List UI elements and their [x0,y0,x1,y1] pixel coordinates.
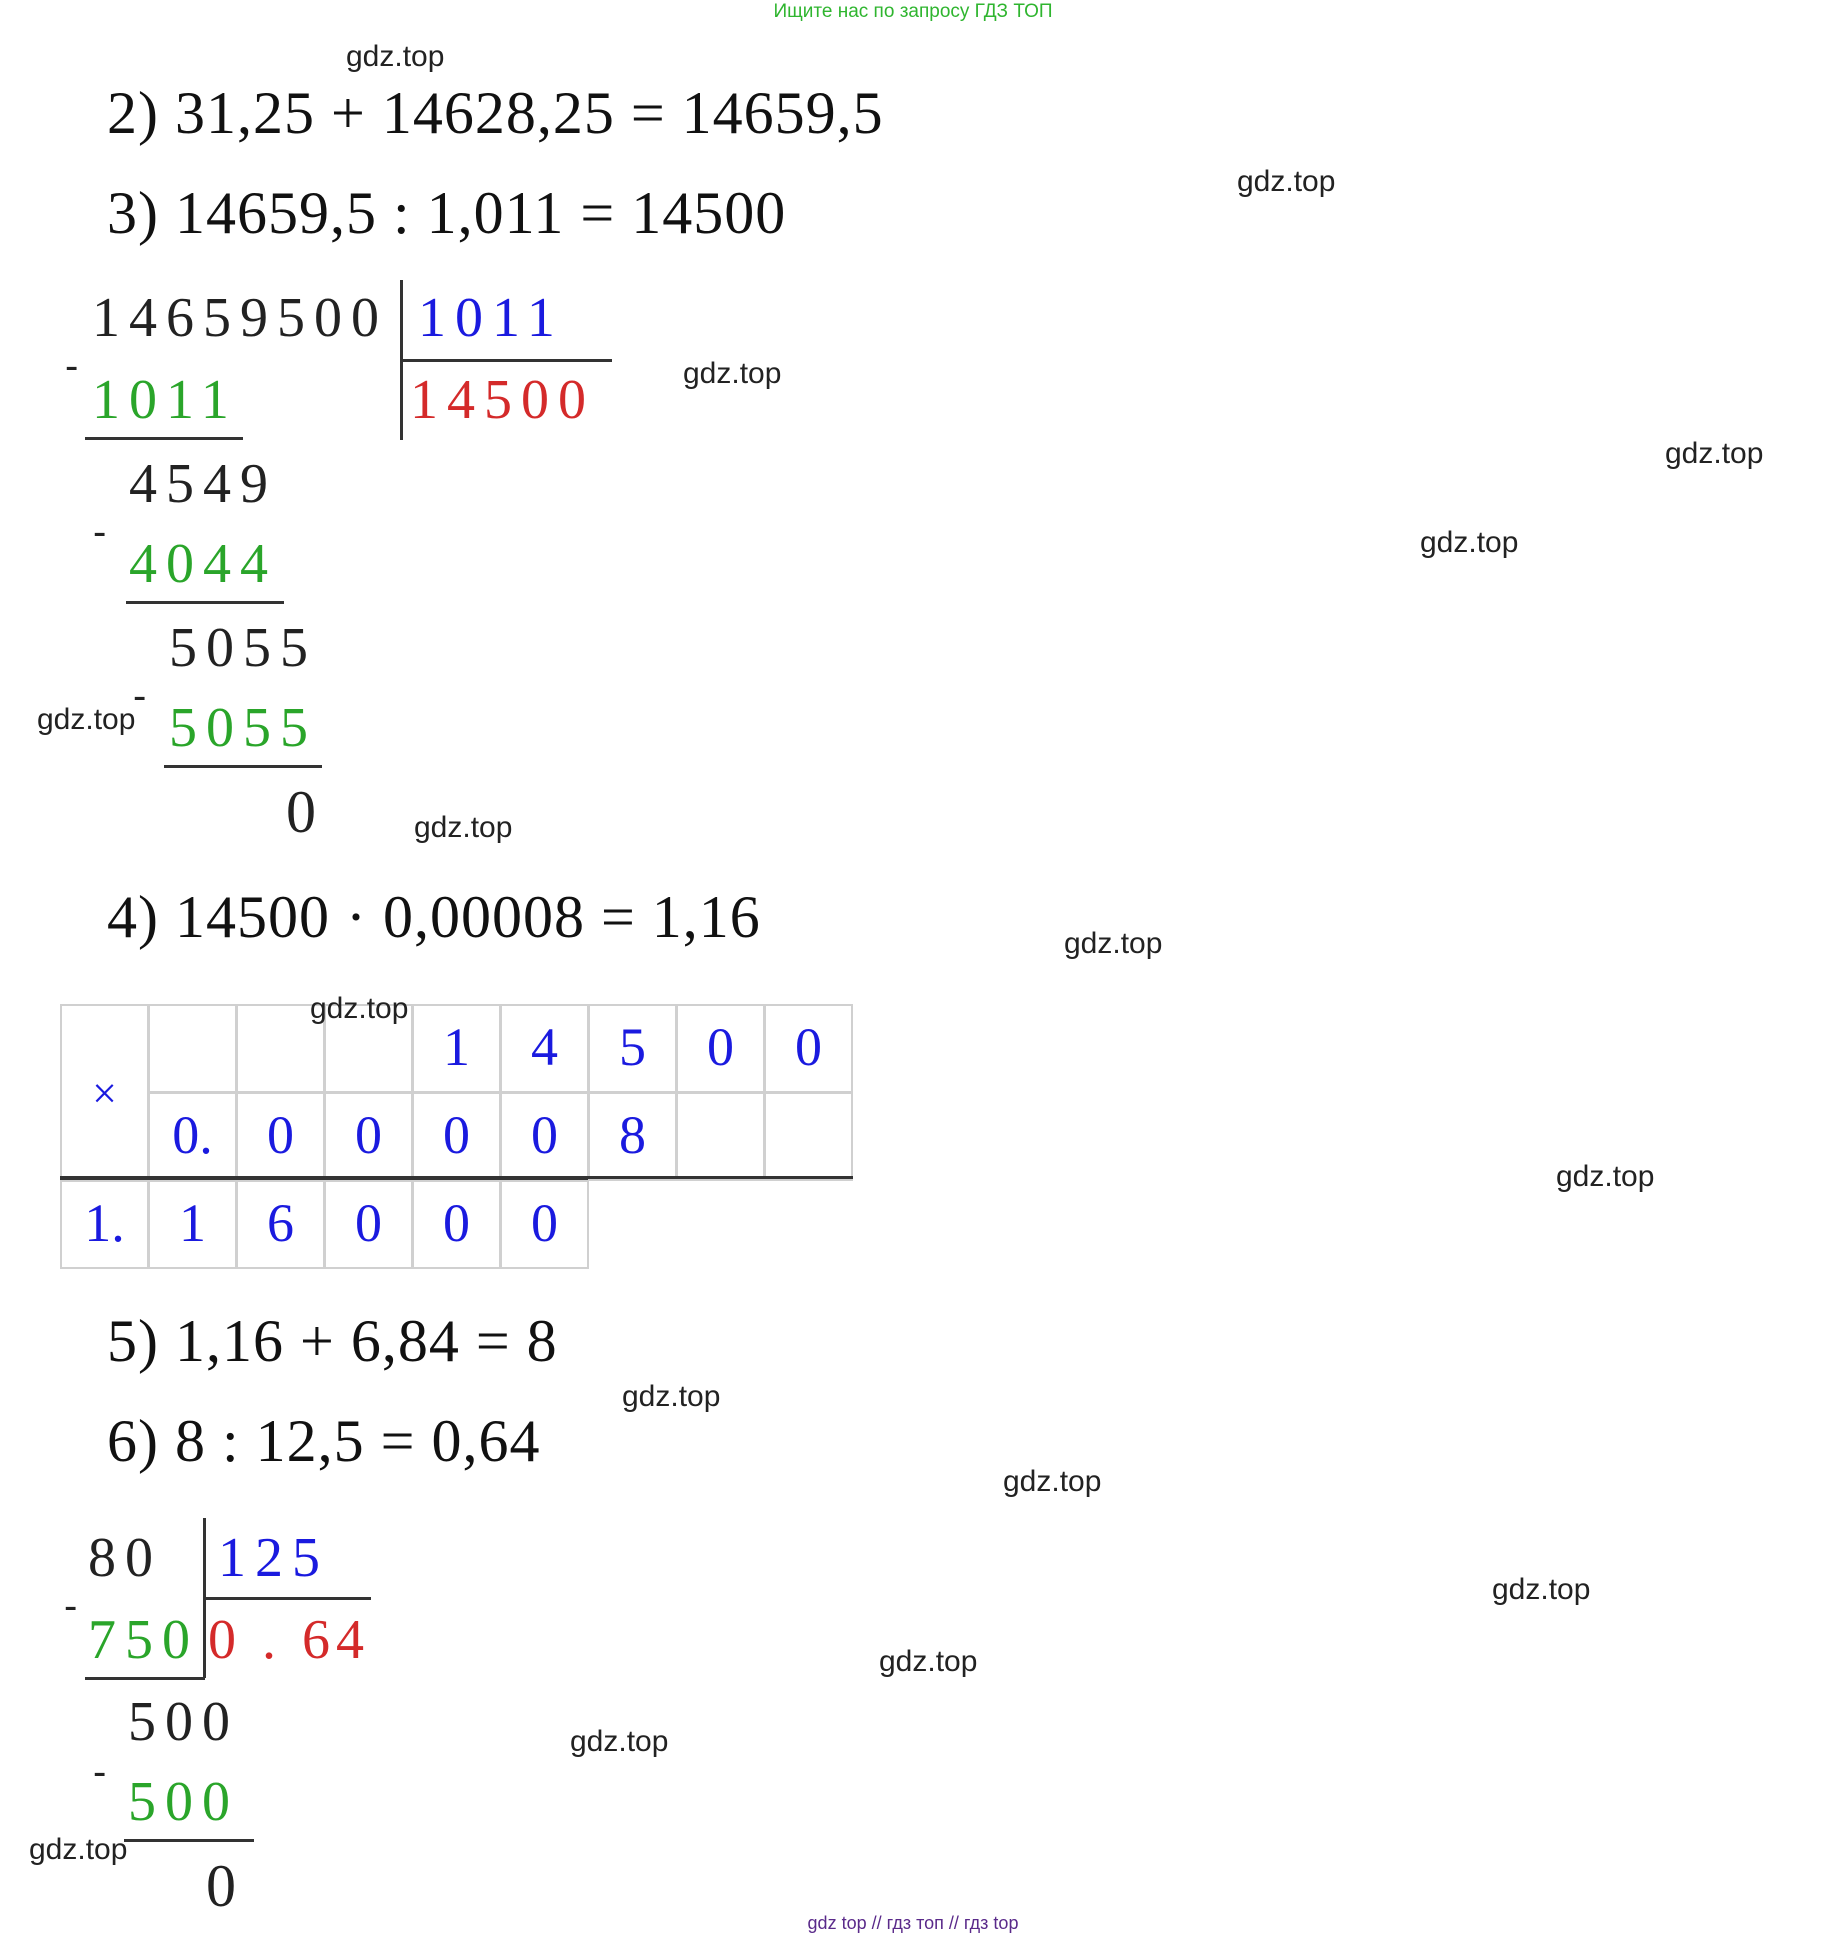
grid-empty-cell [148,1004,237,1093]
step-4-equation: 4) 14500 · 0,00008 = 1,16 [107,884,761,950]
multiplicand-digit: 4 [500,1004,589,1093]
division-1-divisor-underline [400,359,612,362]
division-2-divisor-underline [203,1597,371,1600]
multiplier-digit: 0 [324,1092,413,1181]
division-1-rule-1 [85,437,243,440]
watermark: gdz.top [683,357,782,390]
watermark: gdz.top [1003,1465,1102,1498]
division-2-rule-1 [85,1677,205,1680]
watermark: gdz.top [879,1645,978,1678]
division-2-remainder-1: 500 [128,1691,239,1753]
product-digit: 0 [500,1180,589,1269]
division-1-final-remainder: 0 [286,779,325,845]
division-1-minus-1: - [65,344,79,388]
watermark: gdz.top [1665,437,1764,470]
division-1-subtrahend-2: 4044 [129,533,277,595]
division-1-minus-2: - [93,510,107,554]
division-1-remainder-2: 5055 [169,617,317,679]
multiplicand-digit: 0 [676,1004,765,1093]
division-1-subtrahend-3: 5055 [169,697,317,759]
multiplier-digit: 8 [588,1092,677,1181]
division-1-rule-3 [164,765,322,768]
watermark: gdz.top [1556,1160,1655,1193]
division-1-rule-2 [126,601,284,604]
step-5-equation: 5) 1,16 + 6,84 = 8 [107,1308,558,1374]
product-digit: 6 [236,1180,325,1269]
division-2-quotient: 0 . 64 [208,1609,370,1671]
multiplier-digit: 0 [412,1092,501,1181]
division-1-dividend: 14659500 [92,287,388,349]
step-2-equation: 2) 31,25 + 14628,25 = 14659,5 [107,80,884,146]
product-digit: 1 [148,1180,237,1269]
watermark: gdz.top [1237,165,1336,198]
division-2-minus-2: - [93,1750,107,1794]
watermark: gdz.top [1420,526,1519,559]
grid-empty-cell [764,1092,853,1181]
watermark: gdz.top [310,992,409,1025]
watermark: gdz.top [570,1725,669,1758]
watermark: gdz.top [622,1380,721,1413]
watermark: gdz.top [37,703,136,736]
division-1-remainder-1: 4549 [129,453,277,515]
watermark: gdz.top [1064,927,1163,960]
multiplier-digit: 0 [500,1092,589,1181]
multiplication-sign: × [60,1004,149,1180]
division-2-subtrahend-1: 750 [88,1609,199,1671]
footer-links: gdz top // гдз топ // гдз top [807,1913,1019,1933]
product-rule-thin [588,1176,853,1179]
product-digit: 0 [324,1180,413,1269]
division-2-subtrahend-2: 500 [128,1771,239,1833]
step-6-equation: 6) 8 : 12,5 = 0,64 [107,1408,541,1474]
step-3-equation: 3) 14659,5 : 1,011 = 14500 [107,180,787,246]
multiplicand-digit: 5 [588,1004,677,1093]
watermark: gdz.top [414,811,513,844]
top-banner: Ищите нас по запросу ГДЗ ТОП [773,1,1053,22]
division-2-minus-1: - [64,1584,78,1628]
division-2-rule-2 [124,1839,254,1842]
grid-empty-cell [676,1092,765,1181]
watermark: gdz.top [346,40,445,73]
watermark: gdz.top [29,1833,128,1866]
watermark: gdz.top [1492,1573,1591,1606]
product-digit: 1. [60,1180,149,1269]
division-2-final-remainder: 0 [206,1853,245,1919]
product-digit: 0 [412,1180,501,1269]
multiplier-digit: 0. [148,1092,237,1181]
division-1-subtrahend-1: 1011 [92,369,238,431]
division-1-minus-3: - [133,674,147,718]
multiplier-digit: 0 [236,1092,325,1181]
division-1-quotient: 14500 [410,369,595,431]
division-2-dividend: 80 [88,1527,162,1589]
division-2-divisor: 125 [218,1527,329,1589]
multiplicand-digit: 1 [412,1004,501,1093]
multiplicand-digit: 0 [764,1004,853,1093]
division-1-divisor: 1011 [418,287,564,349]
